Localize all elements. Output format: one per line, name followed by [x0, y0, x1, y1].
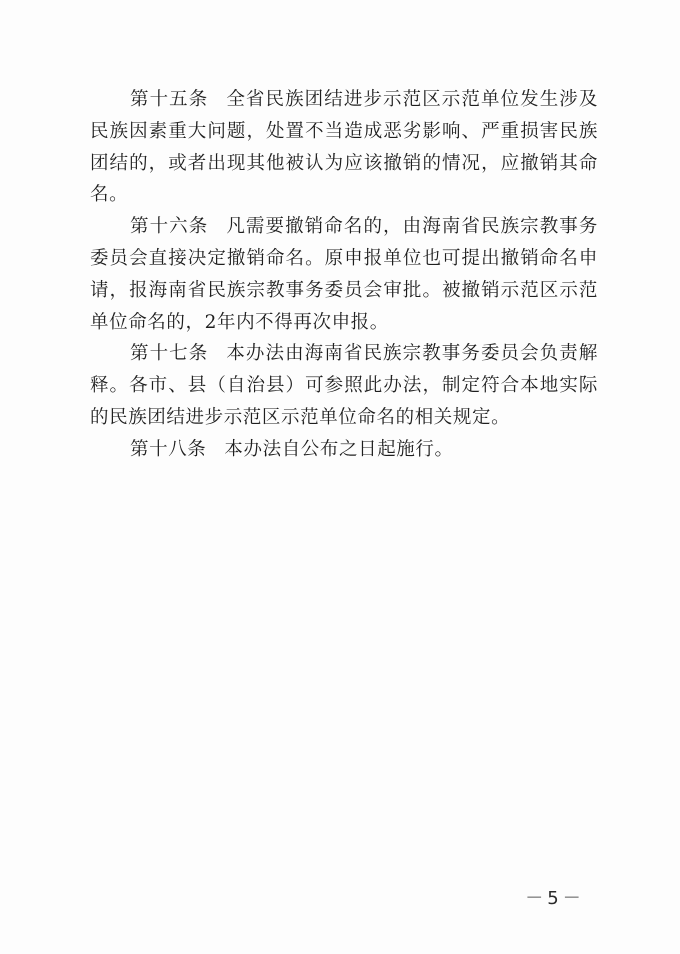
article-text: 全省民族团结进步示范区示范单位发生涉及民族因素重大问题，处置不当造成恶劣影响、严重损害民族团结的，或者出现其他被认为应该撤销的情况，应撤销其命名。 — [90, 89, 598, 206]
page-number: －5－ — [525, 888, 585, 909]
article-17 — [90, 338, 598, 433]
document-body — [90, 84, 598, 466]
article-number: 第十六条 — [130, 216, 209, 238]
article-number: 第十八条 — [130, 438, 207, 460]
article-number: 第十七条 — [130, 343, 209, 365]
article-16 — [90, 211, 598, 338]
article-text: 凡需要撤销命名的，由海南省民族宗教事务委员会直接决定撤销命名。原申报单位也可提出撤销命名申请，报海南省民族宗教事务委员会审批。被撤销示范区示范单位命名的，2年内不得再次申报。 — [90, 216, 598, 333]
article-15 — [90, 84, 598, 211]
article-number: 第十五条 — [130, 89, 209, 110]
article-text: 本办法自公布之日起施行。 — [224, 438, 454, 460]
article-18 — [90, 434, 598, 466]
article-text: 本办法由海南省民族宗教事务委员会负责解释。各市、县（自治县）可参照此办法，制定符合本地实际的民族团结进步示范区示范单位命名的相关规定。 — [90, 343, 598, 428]
